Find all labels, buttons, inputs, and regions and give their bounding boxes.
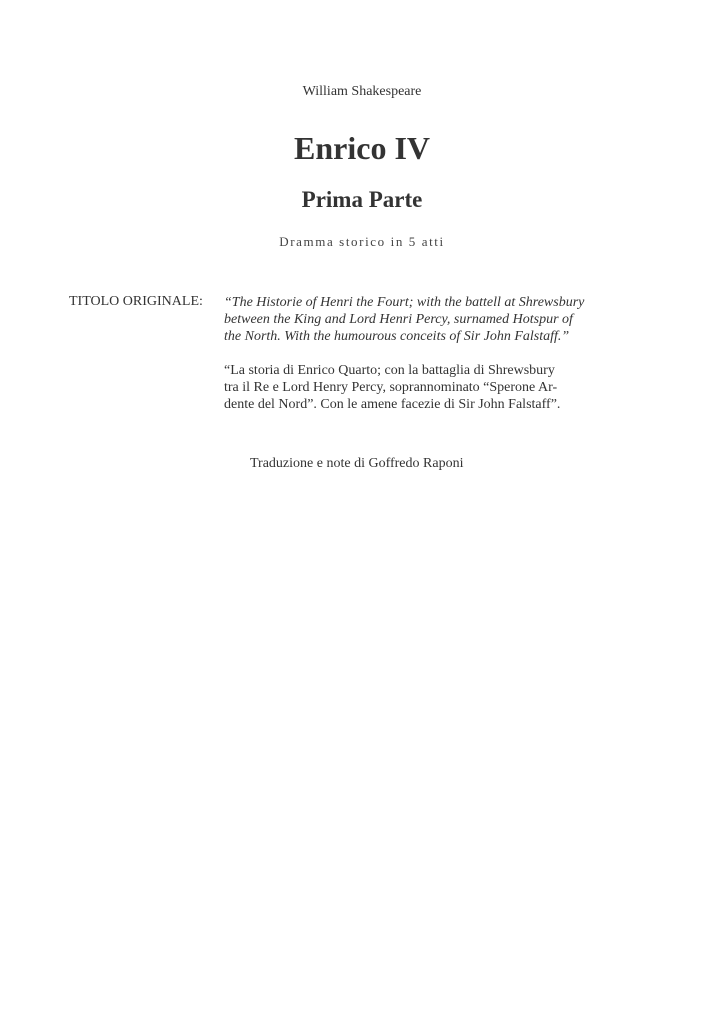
translator-credit: Traduzione e note di Goffredo Raponi (250, 456, 464, 471)
original-title-line: “The Historie of Henri the Fourt; with the battell at Shrewsbury (224, 295, 585, 310)
italian-title-line: “La storia di Enrico Quarto; con la battaglia di Shrewsbury (224, 363, 555, 378)
page-subtitle: Prima Parte (301, 187, 423, 212)
original-title-line: the North. With the humourous conceits of Sir John Falstaff.” (224, 329, 570, 344)
original-title-label: TITOLO ORIGINALE: (69, 294, 203, 309)
original-title-block (224, 294, 614, 345)
author-name: William Shakespeare (302, 84, 422, 99)
italian-title-block (224, 362, 614, 413)
original-title-line: between the King and Lord Henri Percy, surnamed Hotspur of (224, 312, 573, 327)
italian-title-line: dente del Nord”. Con le amene facezie di Sir John Falstaff”. (224, 397, 561, 412)
genre-description: Dramma storico in 5 atti (279, 234, 445, 249)
page-title: Enrico IV (294, 130, 430, 166)
italian-title-line: tra il Re e Lord Henry Percy, soprannominato “Sperone Ar- (224, 380, 558, 395)
